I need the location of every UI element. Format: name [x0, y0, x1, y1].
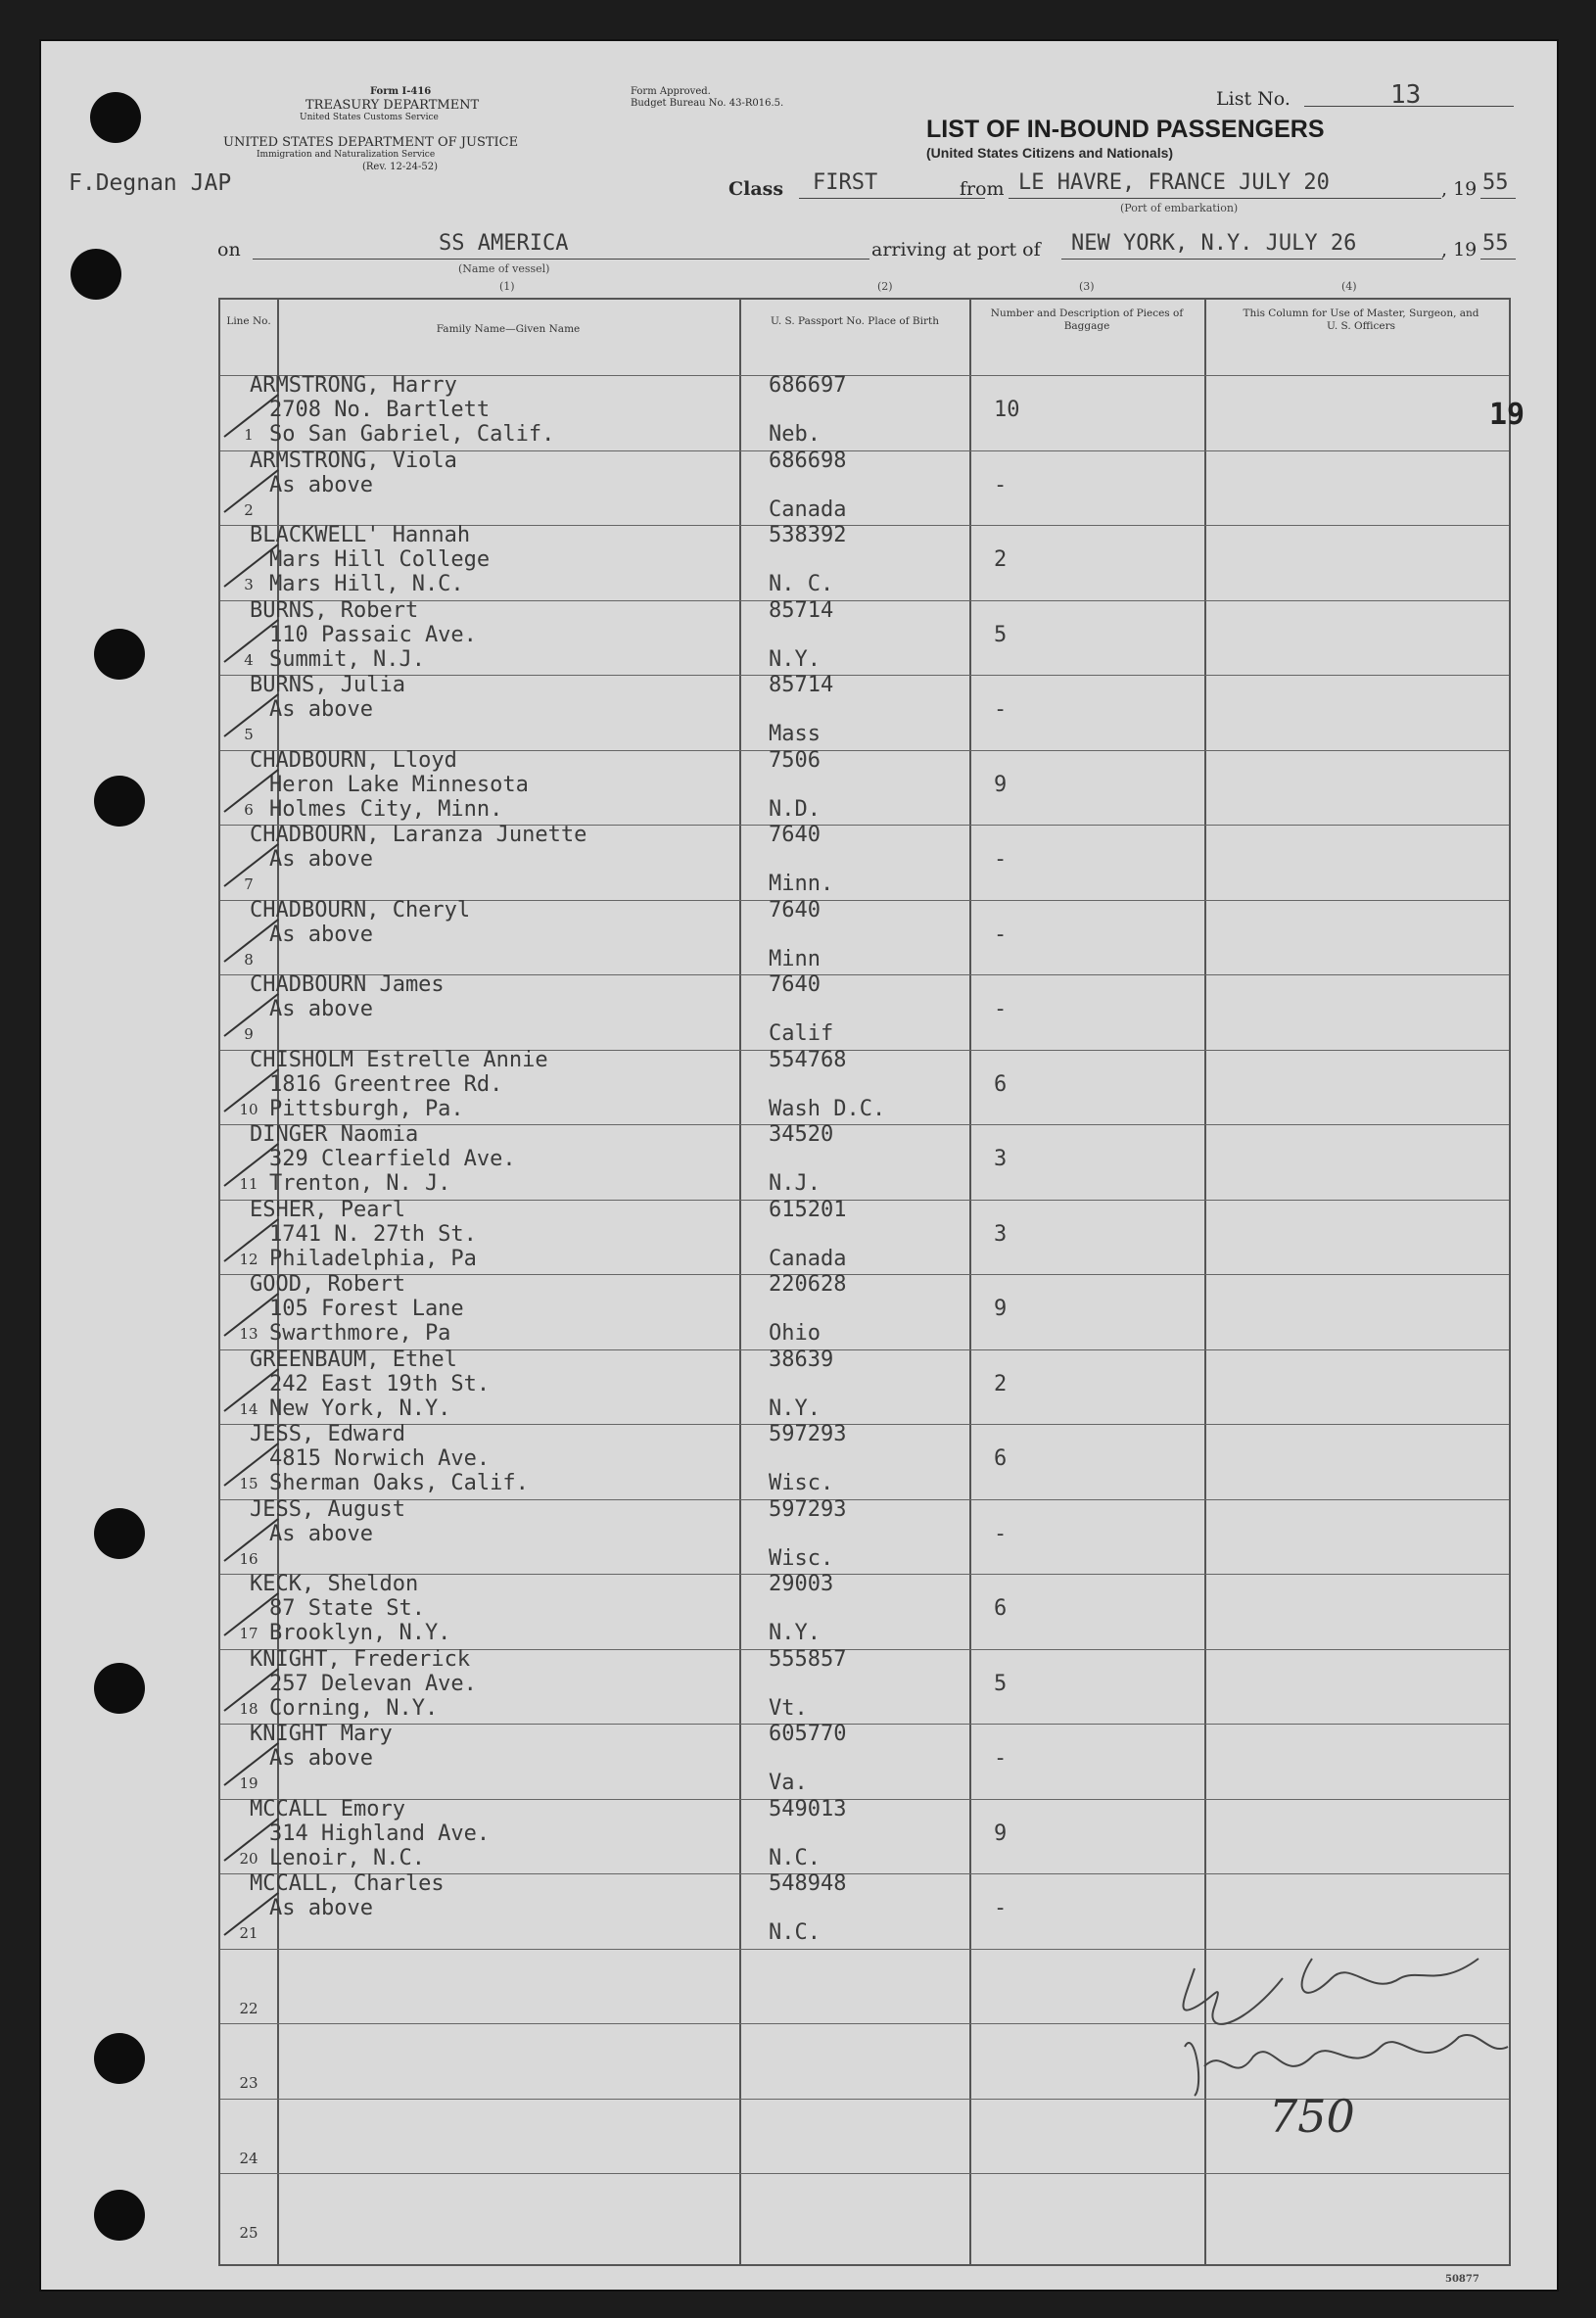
passenger-address-1: 2708 No. Bartlett	[269, 398, 491, 422]
passenger-address-1: 105 Forest Lane	[269, 1297, 464, 1321]
vessel-underline	[253, 259, 869, 260]
line-number: 6	[244, 800, 254, 819]
place-of-birth: N.J.	[769, 1171, 821, 1196]
passenger-address-2: Pittsburgh, Pa.	[269, 1096, 464, 1121]
passport-number: 686697	[769, 373, 847, 398]
line-number: 2	[244, 500, 254, 519]
passenger-name: CHADBOURN, Laranza Junette	[250, 823, 587, 847]
baggage-count: 2	[994, 547, 1008, 572]
place-of-birth: Minn.	[769, 872, 834, 896]
passenger-address-2: Mars Hill, N.C.	[269, 572, 464, 596]
baggage-count: 9	[994, 772, 1008, 797]
passport-number: 605770	[769, 1722, 847, 1746]
passenger-address-1: 257 Delevan Ave.	[269, 1671, 477, 1696]
baggage-count: 6	[994, 1071, 1008, 1097]
header-officers: This Column for Use of Master, Surgeon, and U. S. Officers	[1243, 307, 1479, 332]
passenger-name: CHADBOURN, Cheryl	[250, 897, 471, 922]
header-passport: U. S. Passport No. Place of Birth	[770, 315, 940, 327]
line-number: 18	[239, 1699, 258, 1718]
place-of-birth: Canada	[769, 1246, 847, 1271]
passenger-name: KNIGHT, Frederick	[250, 1646, 471, 1672]
passport-number: 597293	[769, 1422, 847, 1446]
passenger-name: BURNS, Julia	[250, 673, 405, 697]
line-number: 14	[239, 1399, 258, 1418]
place-of-birth: Ohio	[769, 1321, 821, 1346]
header-baggage: Number and Description of Pieces of Baggage	[990, 307, 1184, 332]
baggage-count: -	[994, 997, 1008, 1021]
passport-number: 549013	[769, 1796, 847, 1821]
passport-number: 555857	[769, 1646, 847, 1672]
passenger-address-2: Sherman Oaks, Calif.	[269, 1471, 529, 1495]
class-underline	[799, 198, 985, 199]
place-of-birth: N.Y.	[769, 1621, 821, 1645]
passenger-address-1: As above	[269, 847, 373, 872]
line-number: 12	[239, 1250, 258, 1268]
baggage-count: 3	[994, 1147, 1008, 1171]
passenger-address-2: Corning, N.Y.	[269, 1695, 439, 1721]
baggage-count: 2	[994, 1371, 1008, 1396]
passenger-address-1: 1741 N. 27th St.	[269, 1221, 477, 1247]
passport-number: 7640	[769, 823, 821, 847]
customs-service: United States Customs Service	[300, 113, 439, 122]
row-divider	[220, 1274, 1509, 1275]
passport-number: 29003	[769, 1572, 834, 1596]
passport-number: 597293	[769, 1496, 847, 1522]
line-number: 23	[239, 2074, 258, 2092]
baggage-count: -	[994, 697, 1008, 722]
punch-hole	[94, 629, 145, 680]
baggage-count: -	[994, 1746, 1008, 1771]
class-value: FIRST	[813, 170, 878, 195]
passport-number: 7640	[769, 972, 821, 997]
passenger-name: MCCALL Emory	[250, 1796, 405, 1821]
row-divider	[220, 1724, 1509, 1725]
col-divider	[739, 300, 741, 2264]
passenger-address-2: Trenton, N. J.	[269, 1171, 451, 1196]
signature-drawing	[1165, 1939, 1518, 2194]
passport-number: 38639	[769, 1347, 834, 1372]
officer-total: 19	[1489, 398, 1526, 432]
on-label: on	[217, 239, 241, 260]
passenger-address-2: So San Gabriel, Calif.	[269, 422, 555, 447]
passenger-name: BURNS, Robert	[250, 597, 419, 623]
place-of-birth: N.D.	[769, 796, 821, 822]
port-caption: (Port of embarkation)	[1120, 202, 1239, 214]
baggage-count: 9	[994, 1297, 1008, 1321]
treasury-dept: TREASURY DEPARTMENT	[305, 98, 480, 113]
passenger-address-1: As above	[269, 922, 373, 947]
row-divider	[220, 1424, 1509, 1425]
row-divider	[220, 1799, 1509, 1800]
page-subtitle: (United States Citizens and Nationals)	[926, 145, 1174, 161]
punch-hole	[94, 2033, 145, 2084]
passenger-name: CHADBOURN James	[250, 972, 445, 997]
passenger-address-1: As above	[269, 697, 373, 722]
signature-note: 750	[1269, 2090, 1355, 2143]
baggage-count: -	[994, 1896, 1008, 1920]
passport-number: 615201	[769, 1197, 847, 1222]
row-divider	[220, 1200, 1509, 1201]
passenger-name: KECK, Sheldon	[250, 1572, 419, 1596]
line-number: 20	[239, 1849, 258, 1868]
passport-number: 548948	[769, 1871, 847, 1896]
arriving-label: arriving at port of	[871, 239, 1041, 260]
baggage-count: -	[994, 847, 1008, 872]
punch-hole	[94, 1663, 145, 1714]
header-line-no: Line No.	[226, 315, 271, 327]
vessel-caption: (Name of vessel)	[458, 262, 550, 275]
place-of-birth: Canada	[769, 497, 847, 522]
passenger-name: CHADBOURN, Lloyd	[250, 747, 457, 773]
passenger-address-1: 4815 Norwich Ave.	[269, 1446, 491, 1471]
passenger-name: CHISHOLM Estrelle Annie	[250, 1047, 548, 1072]
line-number: 22	[239, 1999, 258, 2017]
line-number: 15	[239, 1475, 258, 1492]
line-number: 5	[244, 726, 254, 743]
passenger-address-1: 1816 Greentree Rd.	[269, 1071, 503, 1097]
passport-number: 85714	[769, 673, 834, 697]
punch-hole	[94, 1508, 145, 1559]
baggage-count: -	[994, 922, 1008, 947]
line-number: 24	[239, 2149, 258, 2167]
passenger-name: GOOD, Robert	[250, 1272, 405, 1297]
header-name: Family Name—Given Name	[436, 323, 581, 335]
manifest-page	[39, 39, 1559, 2292]
place-of-birth: Minn	[769, 946, 821, 971]
passenger-address-1: As above	[269, 1521, 373, 1546]
place-of-birth: Neb.	[769, 422, 821, 447]
line-number: 10	[239, 1100, 258, 1118]
place-of-birth: Vt.	[769, 1695, 808, 1721]
ins-service: Immigration and Naturalization Service	[257, 150, 436, 160]
form-approved: Form Approved.	[631, 86, 711, 97]
line-number: 25	[239, 2224, 258, 2242]
passenger-address-1: 314 Highland Ave.	[269, 1821, 491, 1846]
line-number: 4	[244, 650, 254, 669]
passenger-name: ARMSTRONG, Harry	[250, 373, 457, 398]
passport-number: 34520	[769, 1122, 834, 1147]
line-number: 7	[244, 875, 254, 893]
row-divider	[220, 675, 1509, 676]
passenger-name: BLACKWELL' Hannah	[250, 523, 471, 547]
passenger-address-1: Heron Lake Minnesota	[269, 772, 529, 797]
passport-number: 7640	[769, 897, 821, 922]
revision: (Rev. 12-24-52)	[362, 162, 439, 172]
place-of-birth: N. C.	[769, 572, 834, 596]
punch-hole	[94, 2190, 145, 2241]
list-no-label: List No.	[1216, 88, 1291, 110]
line-number: 17	[239, 1625, 258, 1642]
passenger-name: ARMSTRONG, Viola	[250, 448, 457, 473]
year-from-value: 55	[1482, 170, 1509, 195]
list-no-value: 13	[1390, 80, 1422, 110]
line-number: 11	[239, 1175, 258, 1193]
place-of-birth: Wisc.	[769, 1471, 834, 1495]
passenger-address-1: 110 Passaic Ave.	[269, 622, 477, 647]
arriving-value: NEW YORK, N.Y. JULY 26	[1071, 231, 1357, 256]
passenger-name: KNIGHT Mary	[250, 1722, 393, 1746]
passenger-address-1: 329 Clearfield Ave.	[269, 1147, 516, 1171]
passport-number: 85714	[769, 597, 834, 623]
year-from-underline	[1480, 198, 1516, 199]
line-number: 9	[244, 1025, 254, 1043]
passenger-address-2: Swarthmore, Pa	[269, 1321, 451, 1346]
punch-hole	[70, 249, 121, 300]
baggage-count: 10	[994, 398, 1020, 422]
year-prefix-from: , 19	[1441, 178, 1478, 200]
passenger-address-1: As above	[269, 472, 373, 497]
col-num-3: (3)	[1079, 280, 1095, 293]
punch-hole	[94, 776, 145, 827]
year-prefix-arrive: , 19	[1441, 239, 1478, 260]
passenger-address-2: Lenoir, N.C.	[269, 1845, 425, 1870]
passport-number: 554768	[769, 1047, 847, 1072]
passenger-name: JESS, Edward	[250, 1422, 405, 1446]
passport-number: 7506	[769, 747, 821, 773]
place-of-birth: Wash D.C.	[769, 1096, 886, 1121]
line-number: 13	[239, 1325, 258, 1343]
from-value: LE HAVRE, FRANCE JULY 20	[1018, 170, 1330, 195]
year-arrive-value: 55	[1482, 231, 1509, 256]
passenger-name: ESHER, Pearl	[250, 1197, 405, 1222]
place-of-birth: Calif	[769, 1021, 834, 1046]
place-of-birth: Va.	[769, 1771, 808, 1795]
form-number: Form I-416	[370, 86, 432, 97]
place-of-birth: Mass	[769, 722, 821, 746]
baggage-count: 3	[994, 1221, 1008, 1247]
passenger-address-1: As above	[269, 1746, 373, 1771]
line-number: 21	[239, 1924, 258, 1942]
baggage-count: -	[994, 1521, 1008, 1546]
from-underline	[1009, 198, 1441, 199]
passenger-address-2: New York, N.Y.	[269, 1396, 451, 1421]
passenger-name: GREENBAUM, Ethel	[250, 1347, 457, 1372]
class-label: Class	[728, 178, 784, 200]
passenger-name: DINGER Naomia	[250, 1122, 419, 1147]
baggage-count: 6	[994, 1596, 1008, 1621]
passenger-address-1: As above	[269, 997, 373, 1021]
col-num-1: (1)	[499, 280, 515, 293]
baggage-count: 5	[994, 1671, 1008, 1696]
place-of-birth: N.Y.	[769, 646, 821, 672]
line-number: 1	[244, 426, 254, 444]
passenger-address-1: 242 East 19th St.	[269, 1371, 491, 1396]
baggage-count: 6	[994, 1446, 1008, 1471]
punch-hole	[90, 92, 141, 143]
from-label: from	[960, 178, 1005, 200]
passenger-address-2: Philadelphia, Pa	[269, 1246, 477, 1271]
passenger-address-1: As above	[269, 1896, 373, 1920]
place-of-birth: N.C.	[769, 1845, 821, 1870]
passenger-address-1: Mars Hill College	[269, 547, 491, 572]
line-number: 19	[239, 1774, 258, 1792]
year-arrive-underline	[1480, 259, 1516, 260]
passport-number: 538392	[769, 523, 847, 547]
baggage-count: 5	[994, 622, 1008, 647]
col-num-2: (2)	[877, 280, 893, 293]
vessel-name: SS AMERICA	[439, 231, 569, 256]
passport-number: 220628	[769, 1272, 847, 1297]
col-num-4: (4)	[1341, 280, 1357, 293]
passenger-name: JESS, August	[250, 1496, 405, 1522]
baggage-count: 9	[994, 1821, 1008, 1846]
arriving-underline	[1061, 259, 1443, 260]
inspector-initials: F.Degnan JAP	[69, 170, 232, 196]
line-number: 16	[239, 1549, 258, 1568]
place-of-birth: N.Y.	[769, 1396, 821, 1421]
justice-dept: UNITED STATES DEPARTMENT OF JUSTICE	[223, 135, 519, 150]
place-of-birth: N.C.	[769, 1920, 821, 1945]
baggage-count: -	[994, 472, 1008, 497]
passenger-name: MCCALL, Charles	[250, 1871, 445, 1896]
row-divider	[220, 1499, 1509, 1500]
budget-bureau: Budget Bureau No. 43-R016.5.	[631, 98, 784, 109]
page-title: LIST OF IN-BOUND PASSENGERS	[926, 116, 1325, 143]
passenger-address-2: Holmes City, Minn.	[269, 796, 503, 822]
passenger-address-2: Brooklyn, N.Y.	[269, 1621, 451, 1645]
col-divider	[969, 300, 971, 2264]
passport-number: 686698	[769, 448, 847, 473]
footer-code: 50877	[1445, 2274, 1479, 2285]
line-number: 3	[244, 576, 254, 593]
place-of-birth: Wisc.	[769, 1545, 834, 1571]
line-number: 8	[244, 950, 254, 969]
passenger-address-1: 87 State St.	[269, 1596, 425, 1621]
passenger-address-2: Summit, N.J.	[269, 646, 425, 672]
